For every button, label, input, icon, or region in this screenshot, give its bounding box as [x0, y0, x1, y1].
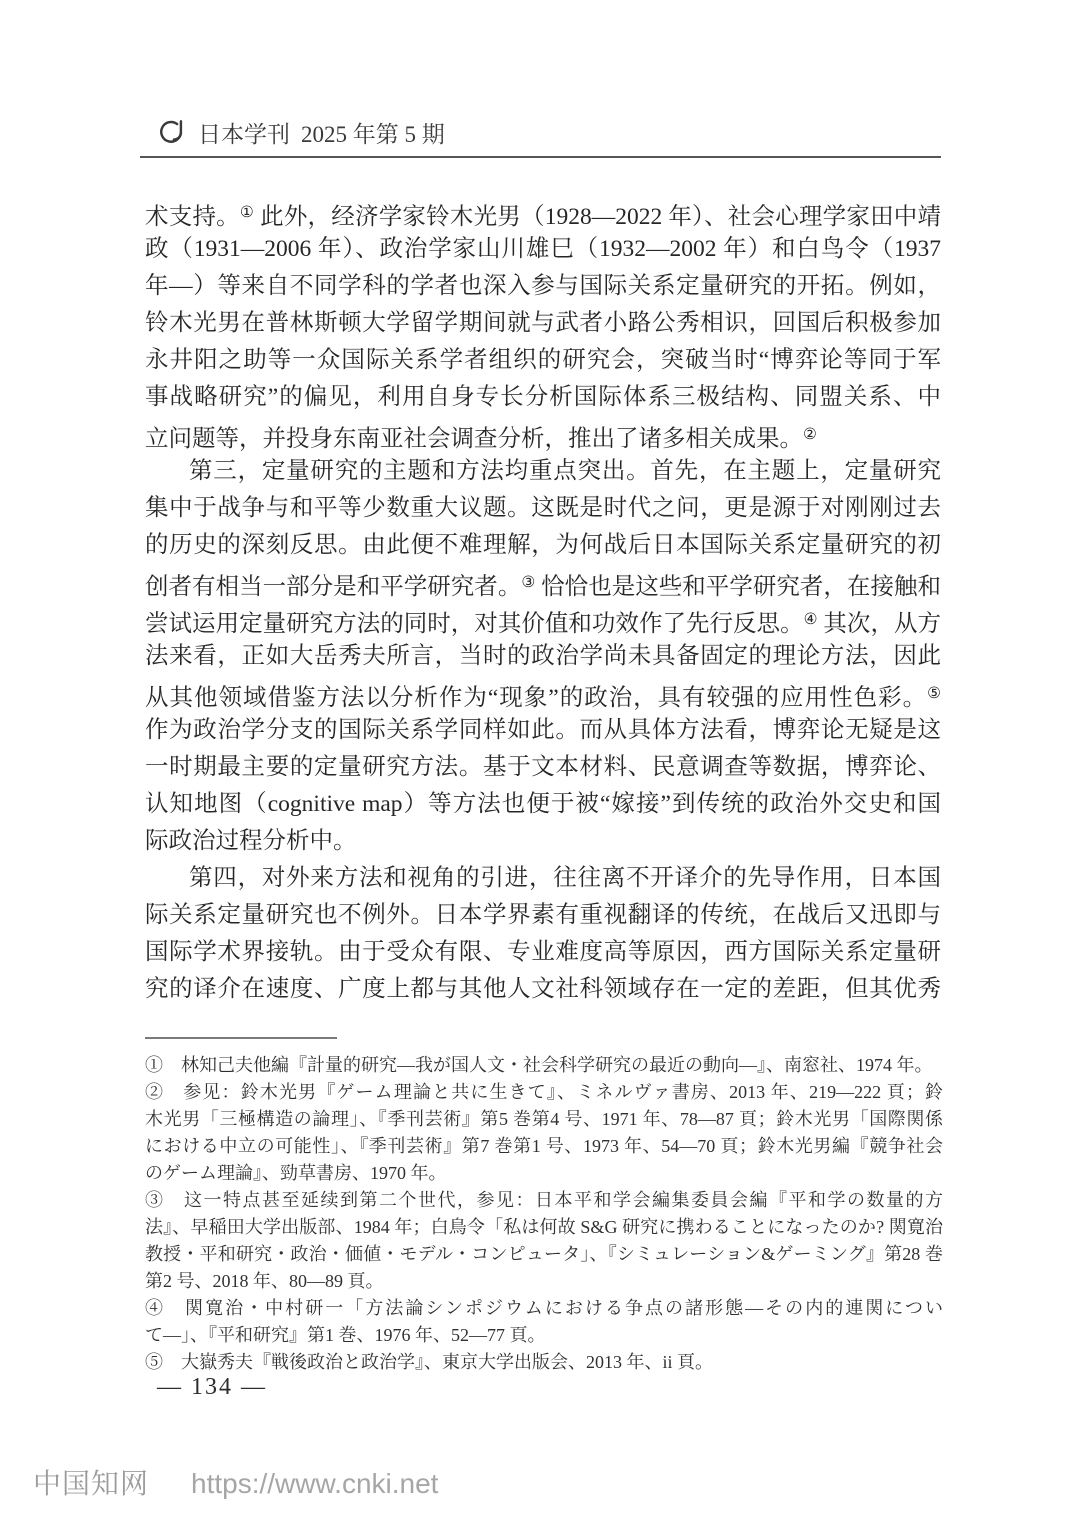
footnote — [145, 1349, 943, 1376]
text-line: 铃木光男在普林斯顿大学留学期间就与武者小路公秀相识，回国后积极参加 — [145, 310, 941, 336]
journal-header — [157, 116, 445, 149]
cnki-watermark — [33, 1462, 438, 1502]
footnotes — [145, 1052, 943, 1376]
text-line: 认知地图（cognitive map）等方法也便于被“嫁接”到传统的政治外交史和国 — [145, 791, 941, 817]
footnote-ref: ⑤ — [927, 685, 941, 702]
text-line: 法来看，正如大岳秀夫所言，当时的政治学尚未具备固定的理论方法，因此 — [145, 643, 941, 669]
text-line: ② 参见：鈴木光男『ゲーム理論と共に生きて』、ミネルヴァ書房、2013 年、219—222 頁；鈴 — [145, 1082, 943, 1102]
text-line: 集中于战争与和平等少数重大议题。这既是时代之问，更是源于对刚刚过去 — [145, 495, 941, 521]
text-line: ⑤ 大嶽秀夫『戦後政治と政治学』、東京大学出版会、2013 年、ii 頁。 — [145, 1352, 713, 1372]
text-line: 一时期最主要的定量研究方法。基于文本材料、民意调查等数据，博弈论、 — [145, 754, 941, 780]
text-line: 事战略研究”的偏见，利用自身专长分析国际体系三极结构、同盟关系、中 — [145, 384, 941, 410]
text-line: 立问题等，并投身东南亚社会调查分析，推出了诸多相关成果。② — [145, 426, 817, 452]
footnote-ref: ① — [239, 204, 255, 221]
text-line: 从其他领域借鉴方法以分析作为“现象”的政治，具有较强的应用性色彩。⑤ — [145, 685, 941, 711]
footnote — [145, 1052, 943, 1079]
cnki-url: https://www.cnki.net — [191, 1468, 439, 1499]
cnki-site-name: 中国知网 — [33, 1468, 150, 1499]
text-line: ③ 这一特点甚至延续到第二个世代，参见：日本平和学会編集委員会編『平和学の数量的方 — [145, 1190, 943, 1210]
footnote — [145, 1187, 943, 1295]
footnote-ref: ③ — [521, 574, 536, 591]
footnote — [145, 1079, 943, 1187]
text-line: 政（1931—2006 年）、政治学家山川雄巳（1932—2002 年）和白鸟令（1937 — [145, 236, 941, 262]
text-line: て—」、『平和研究』第1 巻、1976 年、52—77 頁。 — [145, 1325, 546, 1345]
footnote — [145, 1295, 943, 1349]
text-line: 国际学术界接轨。由于受众有限、专业难度高等原因，西方国际关系定量研 — [145, 939, 941, 965]
text-line: における中立の可能性」、『季刊芸術』第7 巻第1 号、1973 年、54—70 頁；鈴木光男編『競争社会 — [145, 1136, 943, 1156]
article-body — [145, 194, 941, 1008]
text-line: ④ 関寛治・中村研一「方法論シンポジウムにおける争点の諸形態—その内的連関につい — [145, 1298, 943, 1318]
issue-label: 2025 年第 5 期 — [301, 122, 445, 147]
text-line: 法』、早稲田大学出版部、1984 年；白鳥令「私は何故 S&G 研究に携わることになったのか? 関寛治 — [145, 1217, 943, 1237]
page-number: — 134 — — [157, 1374, 267, 1400]
text-line: ① 林知己夫他編『計量的研究—我が国人文・社会科学研究の最近の動向—』、南窓社、1974 年。 — [145, 1055, 933, 1075]
text-line: 际政治过程分析中。 — [145, 828, 357, 854]
text-line: 年—）等来自不同学科的学者也深入参与国际关系定量研究的开拓。例如， — [145, 273, 941, 299]
text-line: 教授・平和研究・政治・価値・モデル・コンピュータ」、『シミュレーション&ゲーミング』第28 巻 — [145, 1244, 943, 1264]
paragraph — [145, 860, 941, 1008]
text-line: 究的译介在速度、广度上都与其他人文社科领域存在一定的差距，但其优秀 — [145, 976, 941, 1002]
text-line: 永井阳之助等一众国际关系学者组织的研究会，突破当时“博弈论等同于军 — [145, 347, 941, 373]
journal-logo-icon — [157, 117, 187, 149]
journal-title: 日本学刊 — [198, 122, 290, 147]
footnote-divider — [145, 1037, 337, 1039]
footnote-ref: ④ — [803, 611, 818, 628]
text-line: 尝试运用定量研究方法的同时，对其价值和功效作了先行反思。④ 其次，从方 — [145, 611, 941, 637]
footnote-ref: ② — [803, 426, 817, 443]
text-line: 木光男「三極構造の論理」、『季刊芸術』第5 巻第4 号、1971 年、78—87 頁；鈴木光男「国際関係 — [145, 1109, 943, 1129]
text-line: 际关系定量研究也不例外。日本学界素有重视翻译的传统，在战后又迅即与 — [145, 902, 941, 928]
text-line: 作为政治学分支的国际关系学同样如此。而从具体方法看，博弈论无疑是这 — [145, 717, 941, 743]
text-line: のゲーム理論』、勁草書房、1970 年。 — [145, 1163, 447, 1183]
header-rule — [140, 156, 941, 158]
paragraph — [145, 194, 941, 453]
text-line: 第2 号、2018 年、80—89 頁。 — [145, 1271, 384, 1291]
text-line: 第四，对外来方法和视角的引进，往往离不开译介的先导作用，日本国 — [189, 865, 941, 891]
text-line: 创者有相当一部分是和平学研究者。③ 恰恰也是这些和平学研究者，在接触和 — [145, 574, 941, 600]
text-line: 第三，定量研究的主题和方法均重点突出。首先，在主题上，定量研究 — [189, 458, 941, 484]
text-line: 术支持。① 此外，经济学家铃木光男（1928—2022 年）、社会心理学家田中靖 — [145, 204, 941, 230]
text-line: 的历史的深刻反思。由此便不难理解，为何战后日本国际关系定量研究的初 — [145, 532, 941, 558]
paragraph — [145, 453, 941, 860]
